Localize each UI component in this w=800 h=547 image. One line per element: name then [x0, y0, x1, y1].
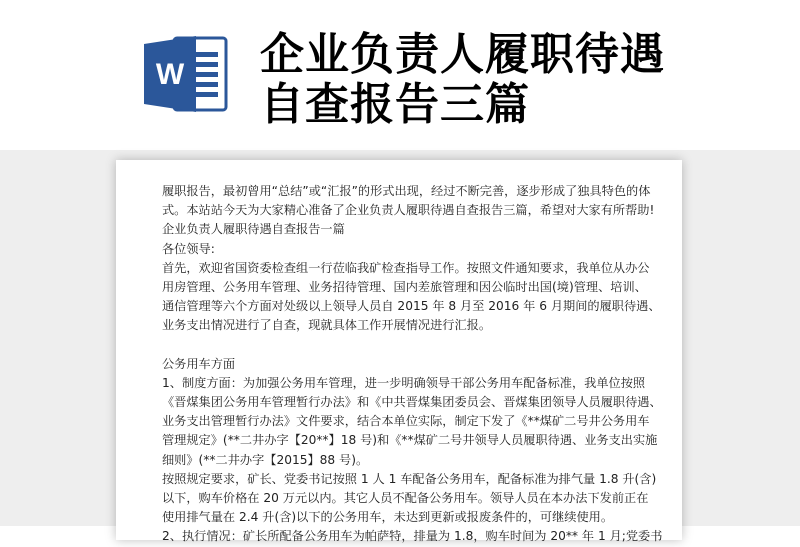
paragraph-line: 以下，购车价格在 20 万元以内。其它人员不配备公务用车。领导人员在本办法下发前正在	[162, 491, 649, 506]
header-banner	[0, 0, 800, 150]
document-page	[116, 160, 682, 544]
section-heading: 公务用车方面	[162, 356, 236, 371]
paragraph-line: 按照规定要求，矿长、党委书记按照 1 人 1 车配备公务用车，配备标准为排气量 1.8 升(含)	[162, 471, 657, 486]
paragraph-line: 式。本站站今天为大家精心准备了企业负责人履职待遇自查报告三篇，希望对大家有所帮助!	[162, 203, 655, 218]
svg-text:W: W	[155, 58, 185, 91]
word-document-icon	[140, 28, 232, 120]
paragraph-line: 履职报告，最初曾用“总结”或“汇报”的形式出现，经过不断完善，逐步形成了独具特色的体	[162, 184, 651, 198]
title-line-1: 企业负责人履职待遇	[260, 29, 665, 80]
paragraph-line: 细则》(**二井办字【2015】88 号)。	[162, 452, 369, 467]
salutation: 各位领导:	[162, 241, 215, 256]
title-line-2: 自查报告三篇	[260, 79, 530, 130]
paragraph-line: 使用排气量在 2.4 升(含)以下的公务用车，未达到更新或报废条件的，可继续使用。	[162, 510, 614, 525]
paragraph-line: 2、执行情况：矿长所配备公务用车为帕萨特，排量为 1.8，购车时间为 20** 年 1 月;党委书	[162, 529, 663, 544]
paragraph-line: 业务支出管理暂行办法》文件要求，结合本单位实际，制定下发了《**煤矿二号井公务用车	[162, 414, 650, 429]
paragraph-line: 管理规定》(**二井办字【20**】18 号)和《**煤矿二号井领导人员履职待遇、业务支出实施	[162, 433, 658, 448]
paragraph-line: 《晋煤集团公务用车管理暂行办法》和《中共晋煤集团委员会、晋煤集团领导人员履职待遇、	[162, 395, 662, 410]
paragraph-line: 用房管理、公务用车管理、业务招待管理、国内差旅管理和因公临时出国(境)管理、培训、	[162, 280, 647, 295]
section-heading: 企业负责人履职待遇自查报告一篇	[162, 222, 345, 237]
blank-line	[162, 336, 654, 355]
document-body	[162, 182, 663, 547]
paragraph-line: 1、制度方面：为加强公务用车管理，进一步明确领导干部公务用车配备标准，我单位按照	[162, 375, 646, 390]
page-title	[260, 30, 780, 130]
paragraph-line: 通信管理等六个方面对处级以上领导人员自 2015 年 8 月至 2016 年 6 月期间的履职待遇、	[162, 299, 661, 314]
paragraph-line: 业务支出情况进行了自查，现就具体工作开展情况进行汇报。	[162, 318, 492, 333]
paragraph-line: 首先，欢迎省国资委检查组一行莅临我矿检查指导工作。按照文件通知要求，我单位从办公	[162, 260, 650, 275]
